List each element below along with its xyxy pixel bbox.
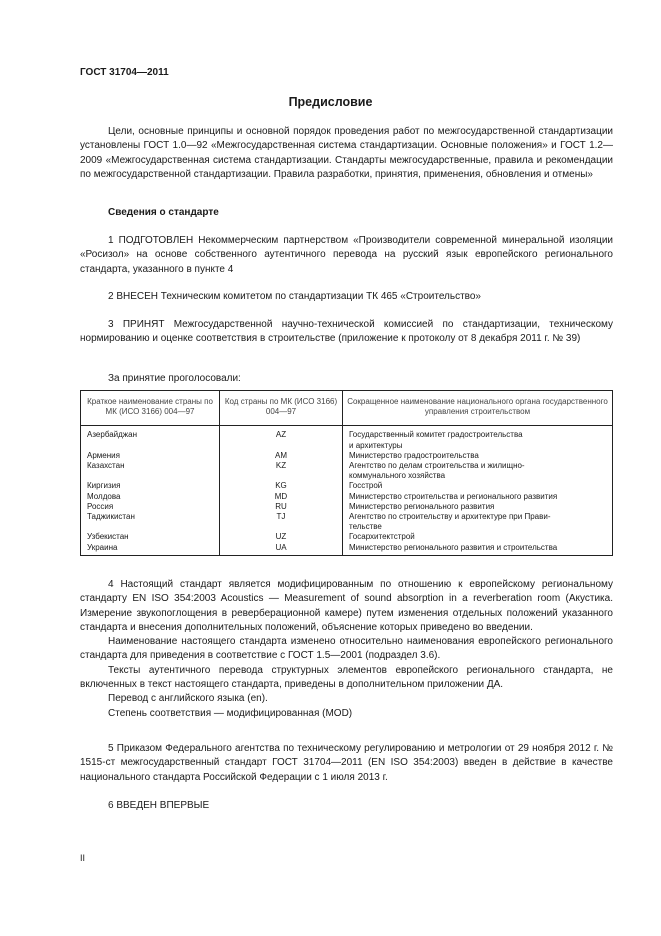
- country-cell: Киргизия: [87, 481, 121, 491]
- code-cell: TJ: [220, 512, 343, 532]
- body-cell-line: Государственный комитет градостроительства: [349, 430, 523, 440]
- body-cell: Госстрой: [349, 481, 383, 491]
- body-cell-line: тельстве: [349, 522, 382, 532]
- document-id: ГОСТ 31704—2011: [80, 67, 169, 78]
- country-cell: Азербайджан: [87, 430, 138, 440]
- body-cell: Министерство регионального развития и строительства: [349, 542, 558, 552]
- table-header-country: Краткое наименование страны по МК (ИСО 3166) 004—97: [81, 391, 220, 426]
- item-4-conformity-note: Степень соответствия — модифицированная (MOD): [108, 708, 353, 719]
- body-cell-line: Агентство по строительству и архитектуре при Прави-: [349, 512, 551, 522]
- body-cell: [343, 426, 613, 451]
- item-4-language-note: Перевод с английского языка (en).: [108, 693, 268, 704]
- country-cell: Казахстан: [87, 461, 125, 471]
- country-cell: Россия: [87, 501, 114, 511]
- body-cell: Госархитектстрой: [349, 532, 415, 542]
- country-cell: Армения: [87, 450, 120, 460]
- table-row: [81, 481, 613, 491]
- code-cell: AM: [220, 451, 343, 461]
- table-row: [81, 426, 613, 451]
- item-3-paragraph: 3 ПРИНЯТ Межгосударственной научно-технической комиссией по стандартизации, техническому нормированию и оценке соответствия в строительстве (приложение к протоколу от 8 декабря 2011 г. № 39): [80, 319, 613, 345]
- body-cell-line: коммунального хозяйства: [349, 471, 446, 481]
- section-heading: Сведения о стандарте: [108, 207, 219, 218]
- code-cell: UZ: [220, 532, 343, 542]
- page-title: Предисловие: [288, 95, 373, 109]
- table-row: [81, 543, 613, 556]
- table-header-row: [81, 391, 613, 426]
- intro-paragraph: Цели, основные принципы и основной порядок проведения работ по межгосударственной стандартизации установлены ГОСТ 1.0—92 «Межгосударственная система стандартизации. Основные положения» и ГОСТ 1.2—2009 «Межгосударственная система стандартизации. Стандарты межгосударственные, правила и рекомендации по межгосударственной стандартизации. Правила разработки, принятия, применения, обновления и отмены»: [80, 126, 613, 181]
- code-cell: KG: [220, 481, 343, 491]
- table-row: [81, 461, 613, 481]
- item-5-paragraph: 5 Приказом Федерального агентства по техническому регулированию и метрологии от 29 ноября 2012 г. № 1515-ст межгосударственный стандарт ГОСТ 31704—2011 (EN ISO 354:2003) введен в действие в качестве национального стандарта Российской Федерации с 1 июля 2013 г.: [80, 743, 613, 783]
- country-cell: Украина: [87, 542, 118, 552]
- table-row: [81, 492, 613, 502]
- body-cell: Министерство регионального развития: [349, 501, 495, 511]
- item-4-title-note: Наименование настоящего стандарта изменено относительно наименования европейского регионального стандарта для приведения в соответствие с ГОСТ 1.5—2001 (подраздел 3.6).: [80, 636, 613, 662]
- body-cell-line: Агентство по делам строительства и жилищно-: [349, 461, 525, 471]
- code-cell: MD: [220, 492, 343, 502]
- body-cell: [343, 512, 613, 532]
- country-cell: Таджикистан: [87, 512, 135, 522]
- country-cell: Молдова: [87, 491, 121, 501]
- body-cell: Министерство градостроительства: [349, 450, 479, 460]
- table-row: [81, 451, 613, 461]
- table-row: [81, 502, 613, 512]
- code-cell: AZ: [220, 426, 343, 451]
- voted-label: За принятие проголосовали:: [108, 373, 241, 384]
- item-4-paragraph: 4 Настоящий стандарт является модифицированным по отношению к европейскому региональному стандарту EN ISO 354:2003 Acoustics — Measurement of sound absorption in a reverberation room (Акустика. Измерение звукопоглощения в реверберационной камере) путем изменения отдельных положений указанного стандарта и внесения дополнительных положений, объяснение которых приведено во введении.: [80, 579, 613, 634]
- code-cell: UA: [220, 543, 343, 556]
- table-header-body: Сокращенное наименование национального органа государственного управления строительством: [343, 391, 613, 426]
- voting-table: [80, 390, 613, 556]
- country-cell: Узбекистан: [87, 532, 129, 542]
- table-row: [81, 532, 613, 542]
- table-row: [81, 512, 613, 532]
- body-cell: Министерство строительства и регионального развития: [349, 491, 558, 501]
- item-2-paragraph: 2 ВНЕСЕН Техническим комитетом по стандартизации ТК 465 «Строительство»: [108, 291, 481, 302]
- page-number: II: [80, 853, 86, 863]
- body-cell-line: и архитектуры: [349, 440, 403, 450]
- body-cell: [343, 461, 613, 481]
- code-cell: KZ: [220, 461, 343, 481]
- table-header-code: Код страны по МК (ИСО 3166) 004—97: [220, 391, 343, 426]
- code-cell: RU: [220, 502, 343, 512]
- item-1-paragraph: 1 ПОДГОТОВЛЕН Некоммерческим партнерством «Производители современной минеральной изоляции «Росизол» на основе собственного аутентичного перевода на русский язык европейского регионального стандарта, указанного в пункте 4: [80, 235, 613, 275]
- item-4-annex-note: Тексты аутентичного перевода структурных элементов европейского регионального стандарта, не включенных в текст настоящего стандарта, приведены в дополнительном приложении ДА.: [80, 665, 613, 691]
- item-6-paragraph: 6 ВВЕДЕН ВПЕРВЫЕ: [108, 800, 210, 811]
